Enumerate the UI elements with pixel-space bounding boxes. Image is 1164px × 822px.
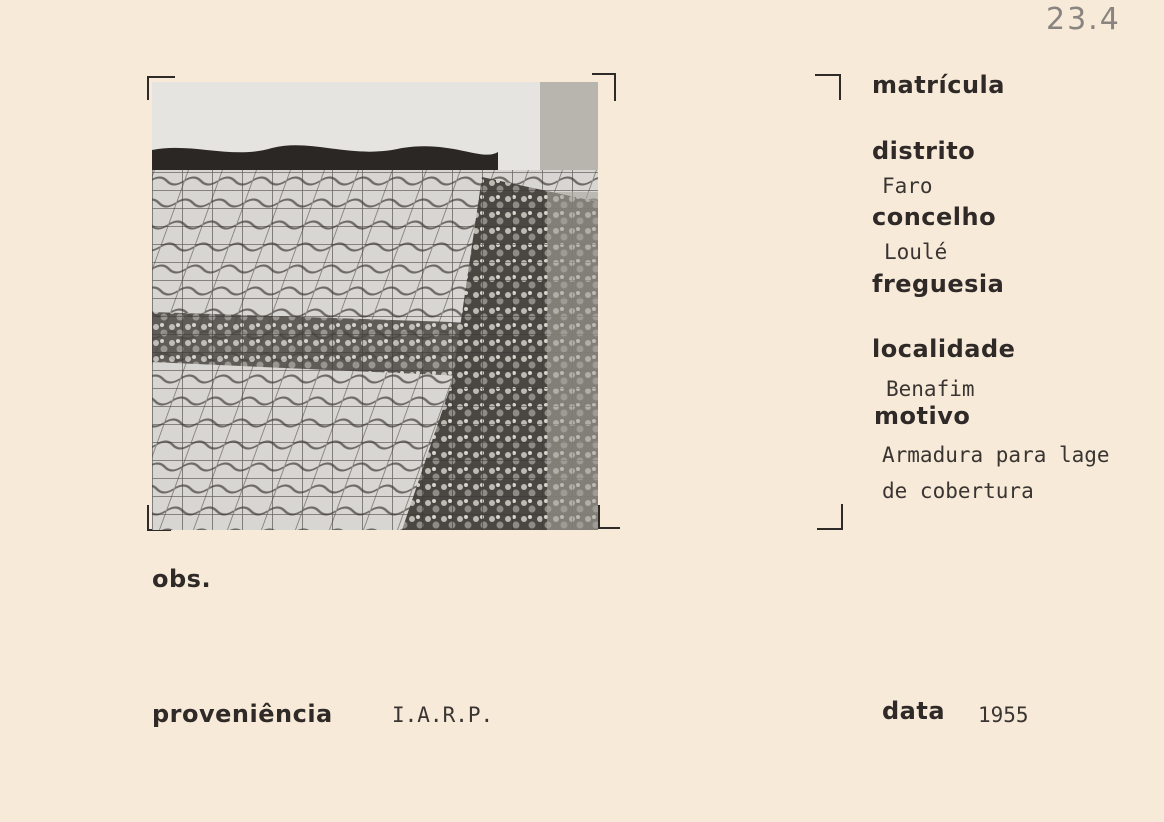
obs-label: obs. (152, 565, 212, 593)
corner-mark-bottom-right (598, 505, 620, 529)
data-label: data (882, 697, 946, 725)
catalog-number: 23.4 (1046, 2, 1121, 37)
proveniencia-value: I.A.R.P. (392, 703, 494, 727)
corner-mark-field-top (815, 74, 841, 100)
proveniencia-label: proveniência (152, 700, 333, 728)
motivo-value-line1: Armadura para lage (882, 443, 1110, 467)
motivo-label: motivo (874, 402, 971, 430)
photograph-icon (152, 82, 598, 530)
photograph (152, 82, 598, 530)
freguesia-label: freguesia (872, 270, 1005, 298)
localidade-label: localidade (872, 335, 1016, 363)
data-value: 1955 (978, 703, 1029, 727)
distrito-label: distrito (872, 137, 976, 165)
matricula-label: matrícula (872, 71, 1005, 99)
concelho-value: Loulé (884, 240, 948, 264)
corner-mark-field-bottom (817, 504, 843, 530)
concelho-label: concelho (872, 203, 997, 231)
localidade-value: Benafim (886, 377, 975, 401)
distrito-value: Faro (882, 174, 933, 198)
motivo-value-line2: de cobertura (882, 479, 1034, 503)
